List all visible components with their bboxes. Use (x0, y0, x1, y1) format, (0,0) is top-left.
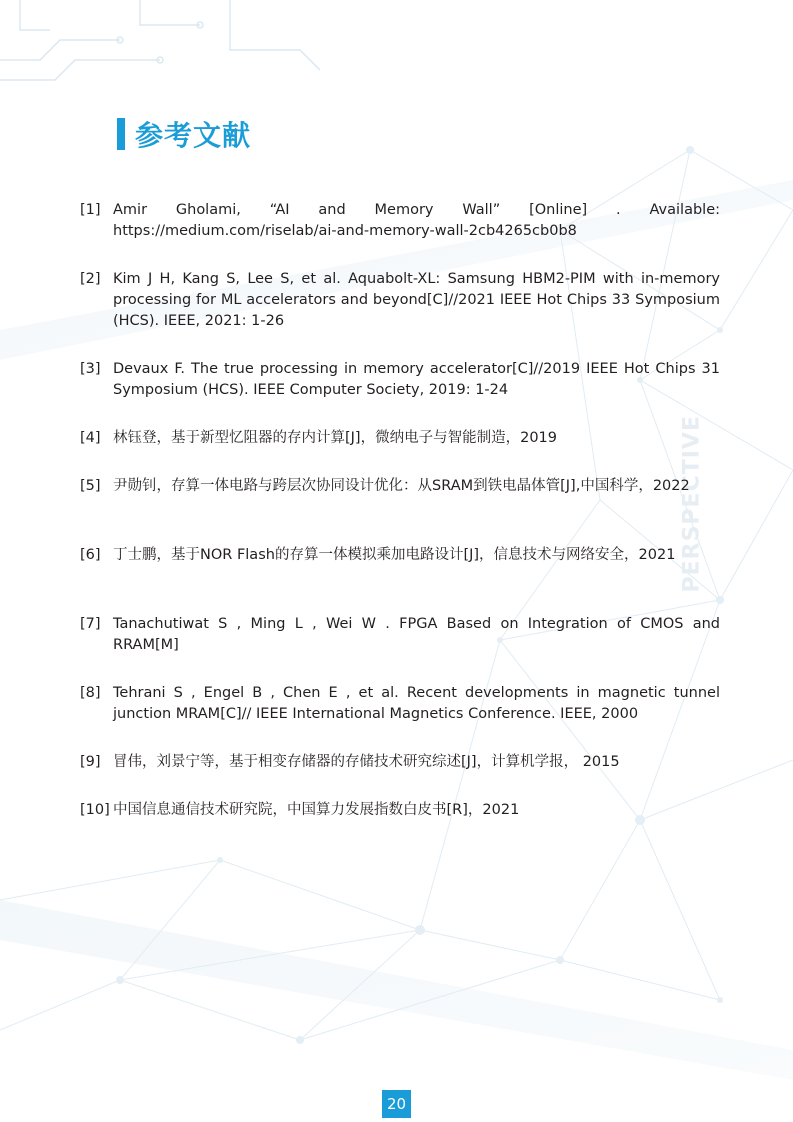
reference-item-3 (80, 359, 720, 401)
reference-number: [5] (80, 478, 101, 494)
reference-item-5 (80, 476, 720, 497)
heading-accent-bar (117, 118, 125, 150)
reference-text: Devaux F. The true processing in memory accelerator[C]//2019 IEEE Hot Chips 31 Symposium (HCS). IEEE Computer Society, 2019: 1-24 (113, 361, 720, 398)
page-number: 20 (382, 1090, 411, 1118)
reference-text: 丁士鹏，基于NOR Flash的存算一体模拟乘加电路设计[J]，信息技术与网络安全，2021 (113, 547, 676, 563)
reference-number: [8] (80, 685, 101, 701)
reference-text: Kim J H, Kang S, Lee S, et al. Aquabolt-XL: Samsung HBM2-PIM with in-memory processing for ML accelerators and beyond[C]//2021 IEEE Hot Chips 33 Symposium (HCS). IEEE, 2021: 1-26 (113, 271, 720, 329)
reference-item-10 (80, 800, 720, 821)
reference-number: [6] (80, 547, 101, 563)
reference-text: Tanachutiwat S , Ming L , Wei W . FPGA Based on Integration of CMOS and RRAM[M] (113, 616, 720, 653)
reference-item-9 (80, 752, 720, 773)
reference-item-4 (80, 428, 720, 449)
reference-number: [1] (80, 202, 101, 218)
reference-text: 冒伟，刘景宁等，基于相变存储器的存储技术研究综述[J]，计算机学报， 2015 (113, 754, 620, 770)
watermark-text: PERSPECTIVE (679, 415, 705, 593)
reference-item-2 (80, 269, 720, 332)
reference-text: 中国信息通信技术研究院，中国算力发展指数白皮书[R]，2021 (113, 802, 520, 818)
reference-number: [7] (80, 616, 101, 632)
reference-item-8 (80, 683, 720, 725)
reference-number: [4] (80, 430, 101, 446)
reference-text: Tehrani S , Engel B , Chen E , et al. Recent developments in magnetic tunnel junction MRAM[C]// IEEE International Magnetics Conference. IEEE, 2000 (113, 685, 720, 722)
reference-number: [9] (80, 754, 101, 770)
reference-number: [10] (80, 802, 110, 818)
page-title: 参考文献 (135, 119, 252, 152)
reference-item-7 (80, 614, 720, 656)
section-heading (117, 114, 251, 154)
reference-text: Amir Gholami, “AI and Memory Wall” [Online] . Available: https://medium.com/riselab/ai-and-memory-wall-2cb4265cb0b8 (113, 202, 720, 239)
reference-text: 尹勋钊，存算一体电路与跨层次协同设计优化：从SRAM到铁电晶体管[J],中国科学，2022 (113, 478, 690, 494)
reference-text: 林钰登，基于新型忆阻器的存内计算[J]，微纳电子与智能制造，2019 (113, 430, 557, 446)
reference-item-6 (80, 545, 720, 566)
reference-number: [3] (80, 361, 101, 377)
reference-item-1 (80, 200, 720, 242)
reference-number: [2] (80, 271, 101, 287)
